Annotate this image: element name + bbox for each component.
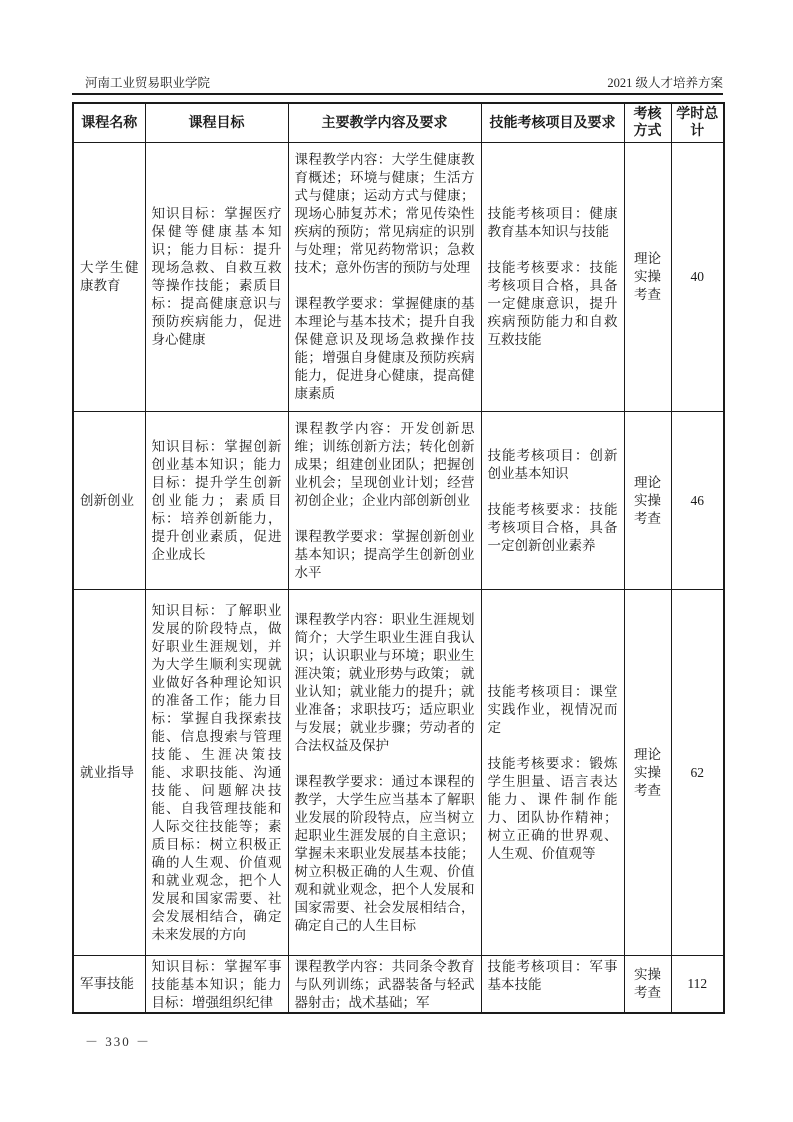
assessment-method-cell: 理论实操考查 [624,143,671,412]
teaching-content-cell: 课程教学内容：开发创新思维；训练创新方法；转化创新成果；组建创业团队；把握创业机会；呈现创业计划；经营初创企业；企业内部创新创业 课程教学要求：掌握创新创业基本知识；提高学生创新创业水平 [288,412,481,590]
skill-assessment-cell: 技能考核项目：军事基本技能 [481,956,624,1014]
total-hours-cell: 46 [671,412,724,590]
total-hours-cell: 40 [671,143,724,412]
skill-assessment-cell: 技能考核项目：创新创业基本知识 技能考核要求：技能考核项目合格，具备一定创新创业素养 [481,412,624,590]
table-row-career-guidance [73,590,724,956]
curriculum-table [72,102,725,1014]
skill-assessment-cell: 技能考核项目：课堂实践作业，视情况而定 技能考核要求：锻炼学生胆量、语言表达能力、课件制作能力、团队协作精神；树立正确的世界观、人生观、价值观等 [481,590,624,956]
assessment-method-cell: 实操考查 [624,956,671,1014]
header-assessment-method: 考核方式 [624,103,671,143]
assessment-method-cell: 理论实操考查 [624,590,671,956]
assessment-method-cell: 理论实操考查 [624,412,671,590]
header-course-objectives: 课程目标 [145,103,288,143]
course-objectives-cell: 知识目标：掌握创新创业基本知识；能力目标：提升学生创新创业能力；素质目标：培养创新能力，提升创业素质，促进企业成长 [145,412,288,590]
header-total-hours: 学时总计 [671,103,724,143]
page-number: － 330 － [85,1034,152,1049]
program-title: 2021 级人才培养方案 [607,76,723,90]
skill-assessment-cell: 技能考核项目：健康教育基本知识与技能 技能考核要求：技能考核项目合格，具备一定健康意识，提升疾病预防能力和自救互救技能 [481,143,624,412]
table-row-health-education [73,143,724,412]
course-objectives-cell: 知识目标：掌握军事技能基本知识；能力目标：增强组织纪律 [145,956,288,1014]
course-name-cell: 军事技能 [73,956,145,1014]
header-teaching-content: 主要教学内容及要求 [288,103,481,143]
header-course-name: 课程名称 [73,103,145,143]
header-divider [72,93,723,95]
teaching-content-cell: 课程教学内容：大学生健康教育概述；环境与健康；生活方式与健康；运动方式与健康；现场心肺复苏术；常见传染性疾病的预防；常见病症的识别与处理；常见药物常识；急救技术；意外伤害的预防与处理 课程教学要求：掌握健康的基本理论与基本技术；提升自我保健意识及现场急救操作技能；增强自身健康及预防疾病能力，促进身心健康，提高健康素质 [288,143,481,412]
school-name: 河南工业贸易职业学院 [85,76,211,90]
header-skill-assessment: 技能考核项目及要求 [481,103,624,143]
table-row-innovation-entrepreneurship [73,412,724,590]
course-objectives-cell: 知识目标：掌握医疗保健等健康基本知识；能力目标：提升现场急救、自救互救等操作技能；素质目标：提高健康意识与预防疾病能力，促进身心健康 [145,143,288,412]
teaching-content-cell: 课程教学内容：职业生涯规划简介；大学生职业生涯自我认识；认识职业与环境；职业生涯决策；就业形势与政策； 就业认知；就业能力的提升；就业准备；求职技巧；适应职业与发展；就业步骤；劳动者的合法权益及保护 课程教学要求：通过本课程的教学，大学生应当基本了解职业发展的阶段特点，应当树立起职业生涯发展的自主意识；掌握未来职业发展基本技能；树立积极正确的人生观、价值观和就业观念，把个人发展和国家需要、社会发展相结合，确定自己的人生目标 [288,590,481,956]
total-hours-cell: 62 [671,590,724,956]
course-objectives-cell: 知识目标：了解职业发展的阶段特点，做好职业生涯规划，并为大学生顺利实现就业做好各种理论知识的准备工作；能力目标：掌握自我探索技能、信息搜索与管理技能、生涯决策技能、求职技能、沟通技能、问题解决技能、自我管理技能和人际交往技能等；素质目标：树立积极正确的人生观、价值观和就业观念，把个人发展和国家需要、社会发展相结合，确定未来发展的方向 [145,590,288,956]
table-header-row [73,103,724,143]
total-hours-cell: 112 [671,956,724,1014]
course-name-cell: 创新创业 [73,412,145,590]
teaching-content-cell: 课程教学内容：共同条令教育与队列训练；武器装备与轻武器射击；战术基础；军 [288,956,481,1014]
page-header [85,75,723,91]
table-row-military-skills [73,956,724,1014]
course-name-cell: 就业指导 [73,590,145,956]
course-name-cell: 大学生健康教育 [73,143,145,412]
